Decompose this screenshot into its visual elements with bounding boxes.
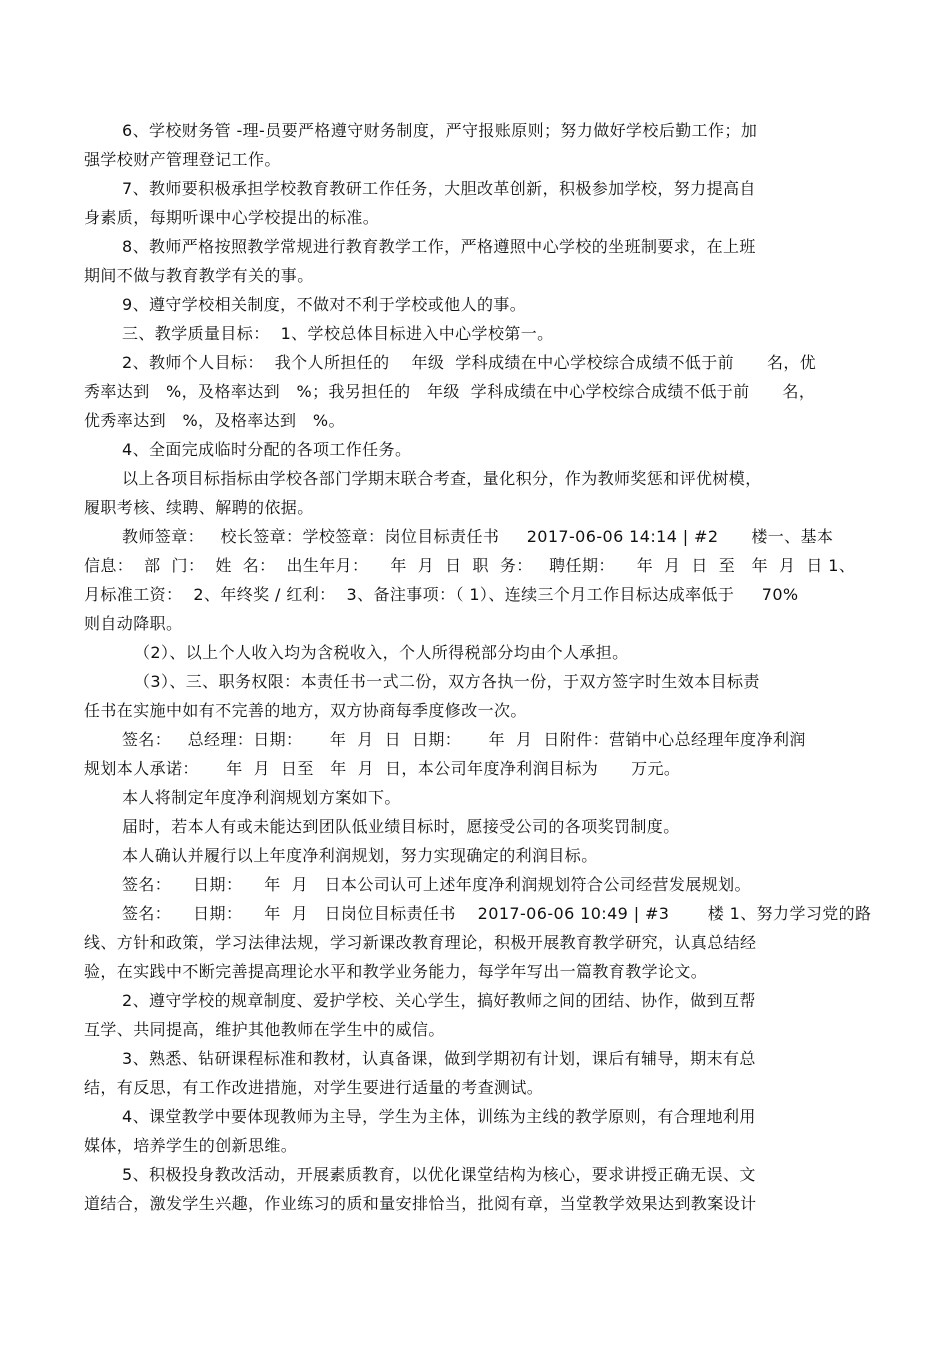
- text-line: 任书在实施中如有不完善的地方，双方协商每季度修改一次。: [84, 701, 527, 720]
- text-line: 规划本人承诺： 年 月 日至 年 月 日，本公司年度净利润目标为 万元。: [84, 759, 681, 778]
- text-line: 本人确认并履行以上年度净利润规划，努力实现确定的利润目标。: [122, 846, 598, 865]
- text-line: 媒体，培养学生的创新思维。: [84, 1136, 298, 1155]
- text-line: 互学、共同提高，维护其他教师在学生中的威信。: [84, 1020, 445, 1039]
- text-line: 4、课堂教学中要体现教师为主导，学生为主体，训练为主线的教学原则，有合理地利用: [122, 1107, 756, 1126]
- text-line: 4、全面完成临时分配的各项工作任务。: [122, 440, 412, 459]
- text-line: 7、教师要积极承担学校教育教研工作任务，大胆改革创新，积极参加学校，努力提高自: [122, 179, 756, 198]
- text-line: 期间不做与教育教学有关的事。: [84, 266, 314, 285]
- text-line: 本人将制定年度净利润规划方案如下。: [122, 788, 401, 807]
- text-line: 2、遵守学校的规章制度、爱护学校、关心学生，搞好教师之间的团结、协作，做到互帮: [122, 991, 756, 1010]
- text-line: 结，有反思，有工作改进措施，对学生要进行适量的考查测试。: [84, 1078, 544, 1097]
- text-line: 3、熟悉、钻研课程标准和教材，认真备课，做到学期初有计划，课后有辅导，期末有总: [122, 1049, 756, 1068]
- text-line: 信息： 部 门： 姓 名： 出生年月： 年 月 日 职 务： 聘任期： 年 月 日 至 年 月 日 1、: [84, 556, 856, 575]
- text-line: 秀率达到 %，及格率达到 %；我另担任的 年级 学科成绩在中心学校综合成绩不低于前 名，: [84, 382, 816, 401]
- text-line: 8、教师严格按照教学常规进行教育教学工作，严格遵照中心学校的坐班制要求，在上班: [122, 237, 756, 256]
- text-line: 9、遵守学校相关制度，不做对不利于学校或他人的事。: [122, 295, 527, 314]
- text-line: 身素质，每期听课中心学校提出的标准。: [84, 208, 380, 227]
- text-line: 线、方针和政策，学习法律法规，学习新课改教育理论，积极开展教育教学研究，认真总结经: [84, 933, 757, 952]
- text-line: 强学校财产管理登记工作。: [84, 150, 281, 169]
- text-line: 道结合，激发学生兴趣，作业练习的质和量安排恰当，批阅有章，当堂教学效果达到教案设计: [84, 1194, 757, 1213]
- text-line: 月标准工资： 2、年终奖 / 红利： 3、备注事项：（ 1）、连续三个月工作目标达成率低于 70%: [84, 585, 799, 604]
- text-line: 优秀率达到 %，及格率达到 %。: [84, 411, 345, 430]
- text-line: 签名： 总经理：日期： 年 月 日 日期： 年 月 日附件：营销中心总经理年度净利润: [122, 730, 806, 749]
- text-line: 三、教学质量目标： 1、学校总体目标进入中心学校第一。: [122, 324, 554, 343]
- text-line: 5、积极投身教改活动，开展素质教育，以优化课堂结构为核心，要求讲授正确无误、文: [122, 1165, 756, 1184]
- text-line: （3）、三、职务权限：本责任书一式二份，双方各执一份，于双方签字时生效本目标责: [134, 672, 760, 691]
- text-line: 履职考核、续聘、解聘的依据。: [84, 498, 314, 517]
- text-line: （2）、以上个人收入均为含税收入，个人所得税部分均由个人承担。: [134, 643, 629, 662]
- text-line: 届时，若本人有或未能达到团队低业绩目标时，愿接受公司的各项奖罚制度。: [122, 817, 680, 836]
- text-line: 则自动降职。: [84, 614, 183, 633]
- text-line: 签名： 日期： 年 月 日本公司认可上述年度净利润规划符合公司经营发展规划。: [122, 875, 751, 894]
- text-line: 验，在实践中不断完善提高理论水平和教学业务能力，每学年写出一篇教育教学论文。: [84, 962, 708, 981]
- text-line: 签名： 日期： 年 月 日岗位目标责任书 2017-06-06 10:49 | #3 楼 1、努力学习党的路: [122, 904, 872, 923]
- text-line: 教师签章： 校长签章：学校签章：岗位目标责任书 2017-06-06 14:14 | #2 楼一、基本: [122, 527, 834, 546]
- text-line: 以上各项目标指标由学校各部门学期末联合考查，量化积分，作为教师奖惩和评优树模，: [122, 469, 762, 488]
- text-line: 6、学校财务管 -理-员要严格遵守财务制度，严守报账原则；努力做好学校后勤工作；加: [122, 121, 758, 140]
- text-line: 2、教师个人目标： 我个人所担任的 年级 学科成绩在中心学校综合成绩不低于前 名，优: [122, 353, 817, 372]
